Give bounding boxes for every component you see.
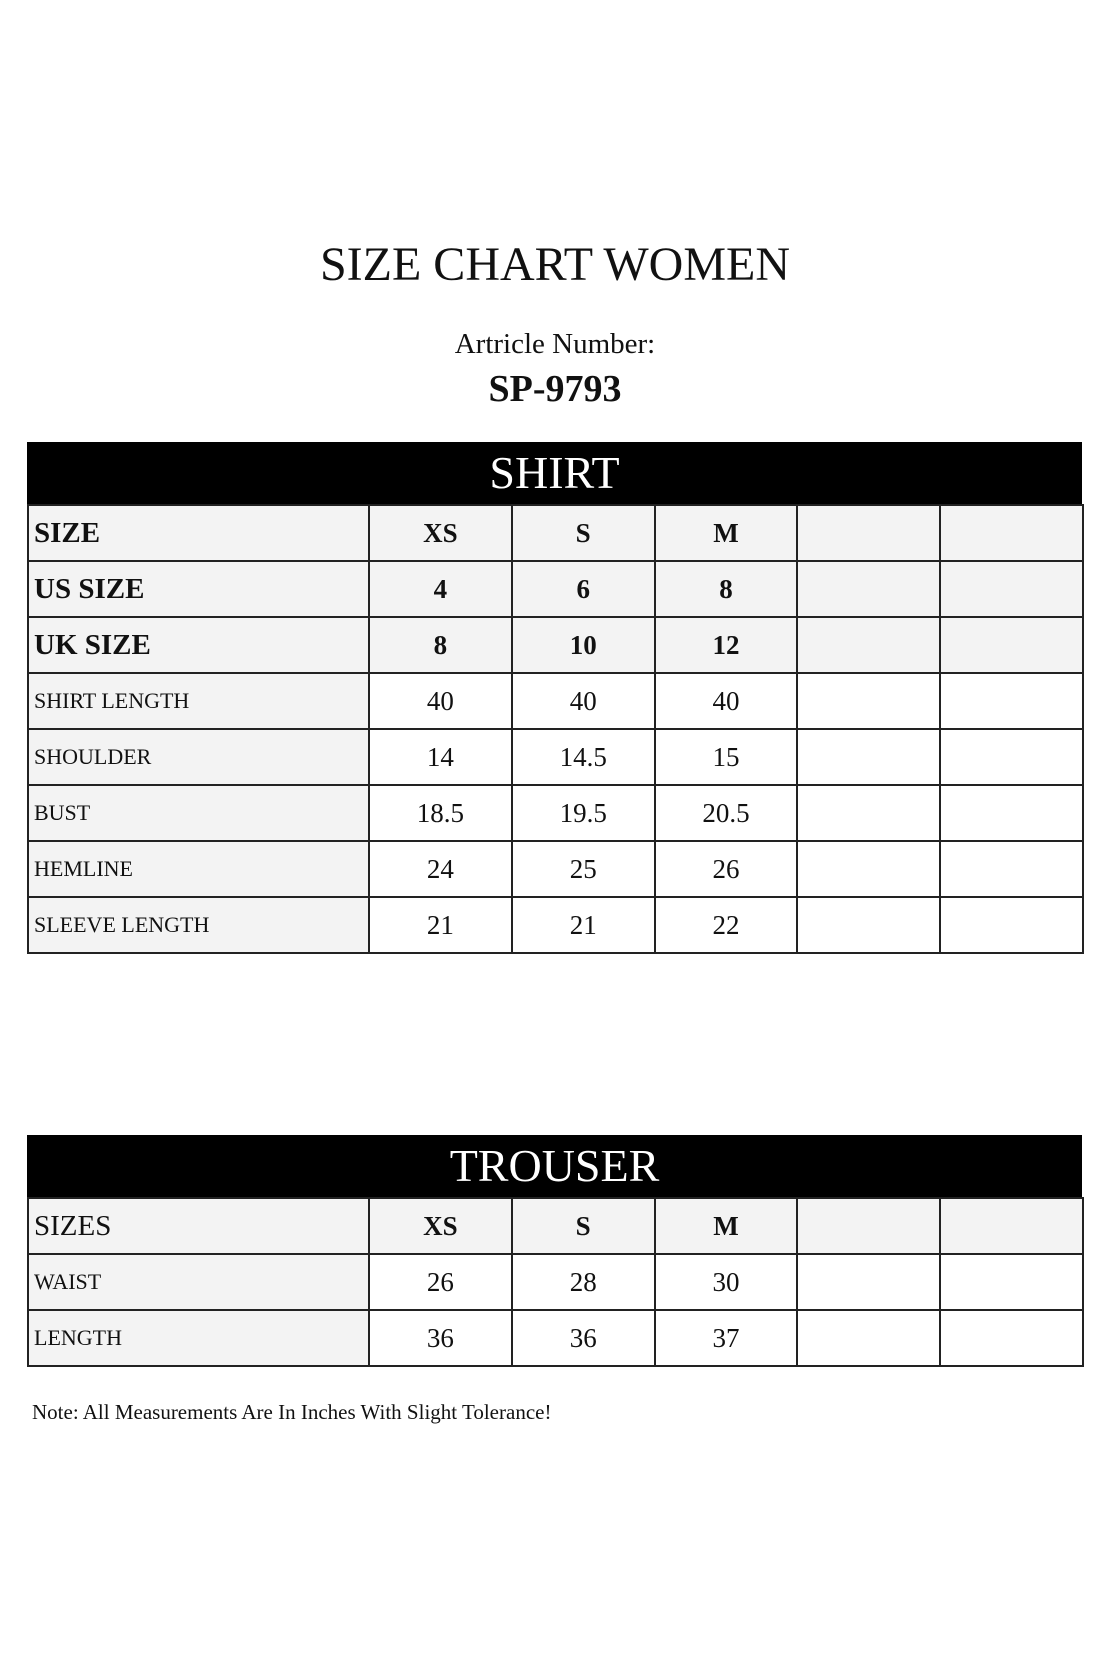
row-label: SHIRT LENGTH <box>28 673 369 729</box>
row-label: WAIST <box>28 1254 369 1310</box>
row-label: SHOULDER <box>28 729 369 785</box>
row-label: SIZE <box>28 505 369 561</box>
table-cell: 8 <box>369 617 512 673</box>
row-label: US SIZE <box>28 561 369 617</box>
trouser-size-table <box>27 1135 1082 1367</box>
table-cell <box>940 897 1083 953</box>
table-row <box>28 1254 1083 1310</box>
shirt-table <box>27 504 1084 954</box>
table-cell: 37 <box>655 1310 798 1366</box>
table-cell: 14 <box>369 729 512 785</box>
table-cell: XS <box>369 505 512 561</box>
table-row <box>28 1310 1083 1366</box>
table-cell <box>797 617 940 673</box>
table-cell <box>940 561 1083 617</box>
table-cell: S <box>512 1198 655 1254</box>
table-cell: M <box>655 505 798 561</box>
row-label: SIZES <box>28 1198 369 1254</box>
table-cell: S <box>512 505 655 561</box>
table-cell: 25 <box>512 841 655 897</box>
table-cell: XS <box>369 1198 512 1254</box>
table-cell <box>940 617 1083 673</box>
table-cell <box>797 1198 940 1254</box>
row-label: LENGTH <box>28 1310 369 1366</box>
table-cell: 15 <box>655 729 798 785</box>
table-cell <box>940 673 1083 729</box>
table-cell: 21 <box>369 897 512 953</box>
table-cell: 10 <box>512 617 655 673</box>
table-cell <box>797 673 940 729</box>
row-label: SLEEVE LENGTH <box>28 897 369 953</box>
table-cell: 12 <box>655 617 798 673</box>
table-cell: 4 <box>369 561 512 617</box>
table-cell <box>940 729 1083 785</box>
table-row <box>28 897 1083 953</box>
table-cell: 21 <box>512 897 655 953</box>
table-cell <box>797 897 940 953</box>
trouser-table <box>27 1197 1084 1367</box>
table-cell <box>940 785 1083 841</box>
table-row <box>28 729 1083 785</box>
table-cell <box>940 1254 1083 1310</box>
table-row <box>28 841 1083 897</box>
table-cell <box>797 785 940 841</box>
table-cell: M <box>655 1198 798 1254</box>
table-cell: 30 <box>655 1254 798 1310</box>
table-cell: 40 <box>512 673 655 729</box>
table-cell: 28 <box>512 1254 655 1310</box>
table-row <box>28 1198 1083 1254</box>
table-cell <box>940 1310 1083 1366</box>
table-cell <box>940 505 1083 561</box>
row-label: HEMLINE <box>28 841 369 897</box>
table-row <box>28 617 1083 673</box>
table-cell: 36 <box>512 1310 655 1366</box>
table-cell: 18.5 <box>369 785 512 841</box>
table-cell: 14.5 <box>512 729 655 785</box>
table-cell: 19.5 <box>512 785 655 841</box>
table-cell <box>797 1254 940 1310</box>
table-cell: 40 <box>655 673 798 729</box>
table-cell <box>797 729 940 785</box>
table-cell: 24 <box>369 841 512 897</box>
table-cell: 20.5 <box>655 785 798 841</box>
article-number-label: Artricle Number: <box>454 328 656 360</box>
table-cell: 36 <box>369 1310 512 1366</box>
table-row <box>28 505 1083 561</box>
row-label: BUST <box>28 785 369 841</box>
table-cell: 26 <box>369 1254 512 1310</box>
table-cell <box>797 841 940 897</box>
measurement-note: Note: All Measurements Are In Inches With Slight Tolerance! <box>32 1400 552 1424</box>
table-cell <box>797 561 940 617</box>
table-cell <box>940 841 1083 897</box>
page-title: SIZE CHART WOMEN <box>319 238 790 291</box>
table-cell: 40 <box>369 673 512 729</box>
trouser-section-header: TROUSER <box>27 1135 1082 1197</box>
table-cell: 8 <box>655 561 798 617</box>
table-cell: 22 <box>655 897 798 953</box>
table-row <box>28 561 1083 617</box>
row-label: UK SIZE <box>28 617 369 673</box>
table-cell: 26 <box>655 841 798 897</box>
shirt-size-table <box>27 442 1082 954</box>
table-cell: 6 <box>512 561 655 617</box>
table-cell <box>940 1198 1083 1254</box>
article-number: SP-9793 <box>488 368 622 410</box>
table-cell <box>797 1310 940 1366</box>
table-row <box>28 785 1083 841</box>
table-cell <box>797 505 940 561</box>
shirt-section-header: SHIRT <box>27 442 1082 504</box>
table-row <box>28 673 1083 729</box>
